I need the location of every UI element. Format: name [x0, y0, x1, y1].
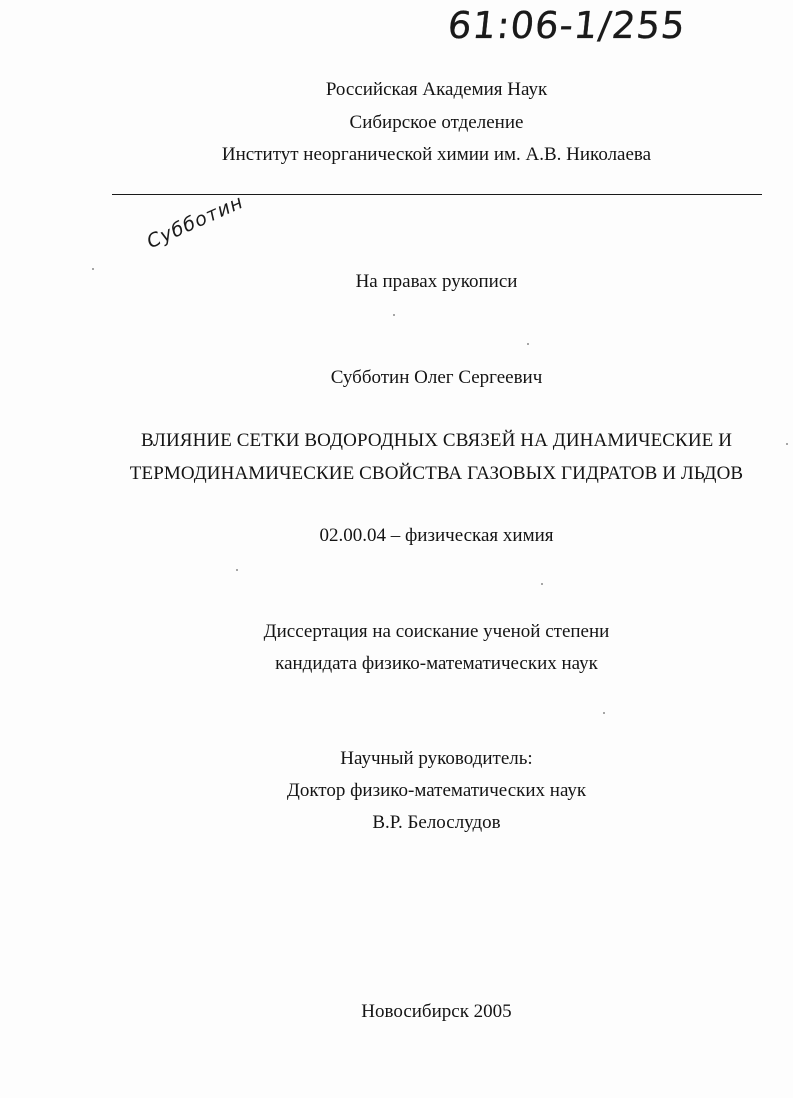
scan-speck — [236, 569, 238, 571]
degree-line-1: Диссертация на соискание ученой степени — [263, 621, 610, 642]
handwritten-archive-number: 61:06-1/255 — [445, 4, 688, 47]
header-branch: Сибирское отделение — [349, 112, 524, 133]
scan-speck — [786, 443, 788, 445]
scan-speck — [527, 343, 529, 345]
supervisor-name: В.Р. Белослудов — [372, 812, 501, 833]
supervisor-label: Научный руководитель: — [340, 748, 533, 769]
header-academy: Российская Академия Наук — [325, 79, 548, 100]
header-divider — [112, 194, 762, 195]
supervisor-title: Доктор физико-математических наук — [286, 780, 587, 801]
rights-notice: На правах рукописи — [355, 271, 518, 292]
handwritten-signature: Субботин — [143, 190, 247, 254]
scan-speck — [92, 268, 94, 270]
scan-speck — [603, 712, 605, 714]
scan-speck — [541, 583, 543, 585]
thesis-title-line-1: ВЛИЯНИЕ СЕТКИ ВОДОРОДНЫХ СВЯЗЕЙ НА ДИНАМИЧЕСКИЕ И — [140, 430, 733, 451]
specialty-code: 02.00.04 – физическая химия — [319, 525, 554, 546]
scan-speck — [393, 314, 395, 316]
city-year: Новосибирск 2005 — [361, 1001, 512, 1022]
thesis-title-line-2: ТЕРМОДИНАМИЧЕСКИЕ СВОЙСТВА ГАЗОВЫХ ГИДРАТОВ И ЛЬДОВ — [129, 463, 744, 484]
header-institute: Институт неорганической химии им. А.В. Николаева — [221, 144, 652, 165]
author-name: Субботин Олег Сергеевич — [330, 367, 543, 388]
degree-line-2: кандидата физико-математических наук — [275, 653, 598, 674]
